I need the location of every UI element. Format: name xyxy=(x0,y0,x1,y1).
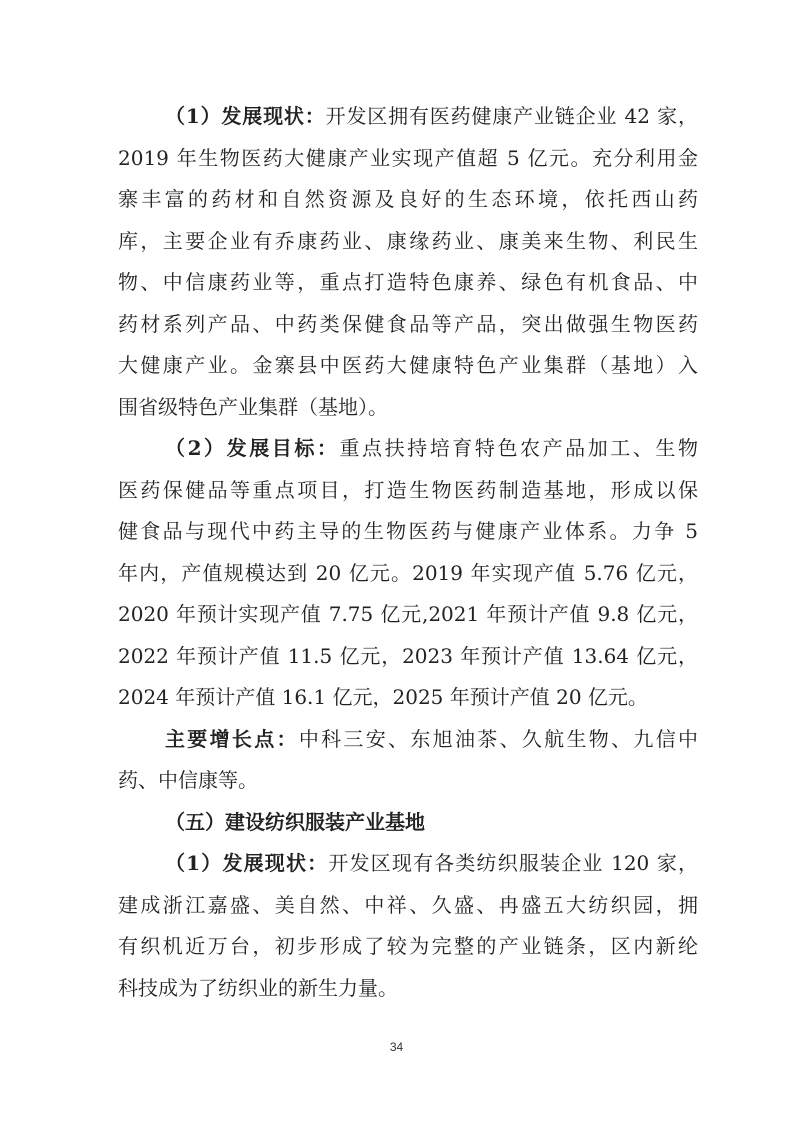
page-number: 34 xyxy=(389,1040,404,1054)
line-text: 2024 年预计产值 16.1 亿元，2025 年预计产值 20 亿元。 xyxy=(118,685,648,709)
line-text: 医药保健品等重点项目，打造生物医药制造基地，形成以保 xyxy=(118,477,698,502)
bold-lead: （五）建设纺织服装产业基地 xyxy=(165,809,425,834)
line-text: 寨丰富的药材和自然资源及良好的生态环境，依托西山药 xyxy=(118,187,698,211)
line-text: 重点扶持培育特色农产品加工、生物 xyxy=(339,436,698,460)
bold-lead: （1）发展现状： xyxy=(165,851,329,875)
line-text: 有织机近万台，初步形成了较为完整的产业链条，区内新纶 xyxy=(118,934,698,958)
line-text: 2019 年生物医药大健康产业实现产值超 5 亿元。充分利用金 xyxy=(118,145,698,170)
text-line xyxy=(118,719,698,761)
text-line xyxy=(118,926,698,968)
text-line xyxy=(118,387,698,429)
line-text: 2022 年预计产值 11.5 亿元，2023 年预计产值 13.64 亿元， xyxy=(118,643,698,668)
text-line xyxy=(118,968,698,1010)
text-line xyxy=(118,179,698,221)
text-line xyxy=(118,636,698,678)
line-text: 围省级特色产业集群（基地）。 xyxy=(118,394,388,419)
line-text: 药材系列产品、中药类保健食品等产品，突出做强生物医药 xyxy=(118,311,698,336)
line-text: 年内，产值规模达到 20 亿元。2019 年实现产值 5.76 亿元， xyxy=(118,560,698,585)
bold-lead: （2）发展目标： xyxy=(165,436,340,460)
line-text: 库，主要企业有乔康药业、康缘药业、康美来生物、利民生 xyxy=(118,228,698,253)
line-text: 开发区拥有医药健康产业链企业 42 家， xyxy=(325,104,698,128)
text-line xyxy=(118,96,698,138)
text-line xyxy=(118,428,698,470)
text-line xyxy=(118,470,698,512)
section-heading xyxy=(118,802,698,844)
text-line xyxy=(118,843,698,885)
paragraph xyxy=(118,719,698,802)
text-line xyxy=(118,511,698,553)
line-text: 建成浙江嘉盛、美自然、中祥、久盛、冉盛五大纺织园，拥 xyxy=(118,892,698,917)
line-text: 物、中信康药业等，重点打造特色康养、绿色有机食品、中 xyxy=(118,270,698,294)
line-text: 健食品与现代中药主导的生物医药与健康产业体系。力争 5 xyxy=(118,519,698,543)
line-text: 中科三安、东旭油茶、久航生物、九信中 xyxy=(298,726,699,751)
text-line xyxy=(118,760,698,802)
text-line xyxy=(118,221,698,263)
text-line xyxy=(118,304,698,346)
text-line xyxy=(118,802,698,844)
paragraph xyxy=(118,843,698,1009)
line-text: 开发区现有各类纺织服装企业 120 家， xyxy=(328,851,698,875)
line-text: 药、中信康等。 xyxy=(118,768,258,792)
text-line xyxy=(118,677,698,719)
line-text: 2020 年预计实现产值 7.75 亿元,2021 年预计产值 9.8 亿元， xyxy=(118,602,698,626)
bold-lead: （1）发展现状： xyxy=(165,104,326,128)
document-body xyxy=(118,96,698,1009)
bold-lead: 主要增长点： xyxy=(165,726,299,751)
text-line xyxy=(118,885,698,927)
text-line xyxy=(118,553,698,595)
line-text: 大健康产业。金寨县中医药大健康特色产业集群（基地）入 xyxy=(118,353,698,377)
text-line xyxy=(118,262,698,304)
paragraph xyxy=(118,96,698,428)
paragraph xyxy=(118,428,698,719)
line-text: 科技成为了纺织业的新生力量。 xyxy=(118,975,398,1000)
text-line xyxy=(118,345,698,387)
text-line xyxy=(118,594,698,636)
text-line xyxy=(118,138,698,180)
